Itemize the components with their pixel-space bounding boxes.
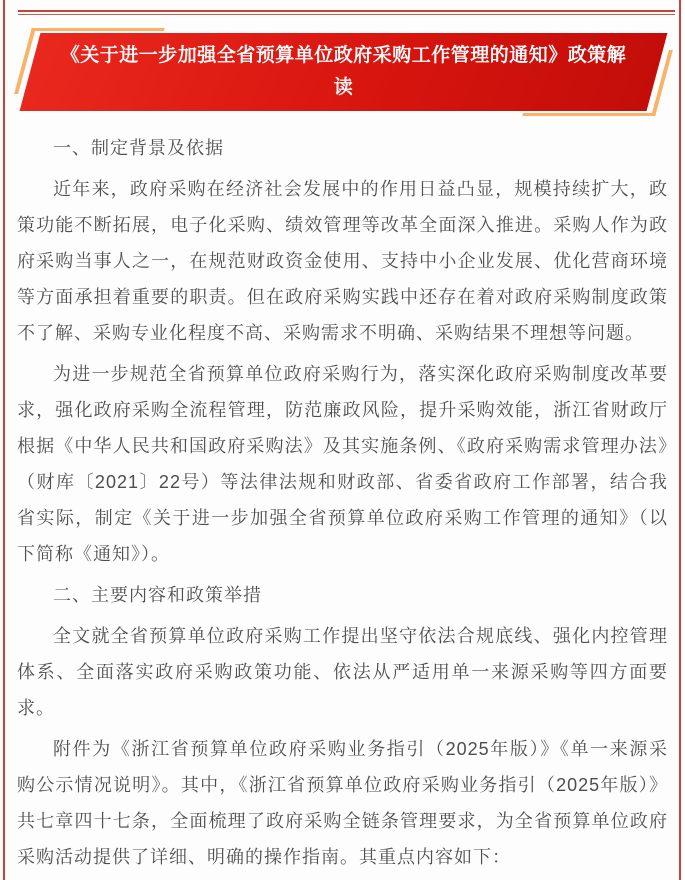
article-paragraph: 为进一步规范全省预算单位政府采购行为，落实深化政府采购制度改革要求，强化政府采购全流程管理，防范廉政风险，提升采购效能，浙江省财政厅根据《中华人民共和国政府采购法》及其实施条例、《政府采购需求管理办法》（财库〔2021〕22号）等法律法规和财政部、省委省政府工作部署，结合我省实际，制定《关于进一步加强全省预算单位政府采购工作管理的通知》（以下简称《通知》）。 xyxy=(17,364,668,564)
top-double-rule-thin xyxy=(18,14,675,15)
title-banner xyxy=(20,33,668,111)
article-paragraph: 全文就全省预算单位政府采购工作提出坚守依法合规底线、强化内控管理体系、全面落实政府采购政策功能、依法从严适用单一来源采购等四方面要求。 xyxy=(17,626,668,718)
section-heading: 二、主要内容和政策举措 xyxy=(53,585,262,605)
right-page-border xyxy=(679,0,681,880)
article-paragraph: 近年来，政府采购在经济社会发展中的作用日益凸显，规模持续扩大，政策功能不断拓展，电子化采购、绩效管理等改革全面深入推进。采购人作为政府采购当事人之一，在规范财政资金使用、支持中小企业发展、优化营商环境等方面承担着重要的职责。但在政府采购实践中还存在着对政府采购制度政策不了解、采购专业化程度不高、采购需求不明确、采购结果不理想等问题。 xyxy=(17,179,668,343)
section-heading: 一、制定背景及依据 xyxy=(53,138,224,158)
banner-accent-bottom-line xyxy=(522,113,656,116)
banner-accent-top-line xyxy=(31,28,165,31)
top-double-rule-thick xyxy=(18,10,675,12)
page-title: 《关于进一步加强全省预算单位政府采购工作管理的通知》政策解读 xyxy=(60,45,627,98)
article xyxy=(17,130,668,880)
article-paragraph: 附件为《浙江省预算单位政府采购业务指引（2025年版）》《单一来源采购公示情况说明》。其中，《浙江省预算单位政府采购业务指引（2025年版）》共七章四十七条，全面梳理了政府采购全链条管理要求，为全省预算单位政府采购活动提供了详细、明确的操作指南。其重点内容如下： xyxy=(17,739,668,867)
left-page-border xyxy=(3,0,5,880)
